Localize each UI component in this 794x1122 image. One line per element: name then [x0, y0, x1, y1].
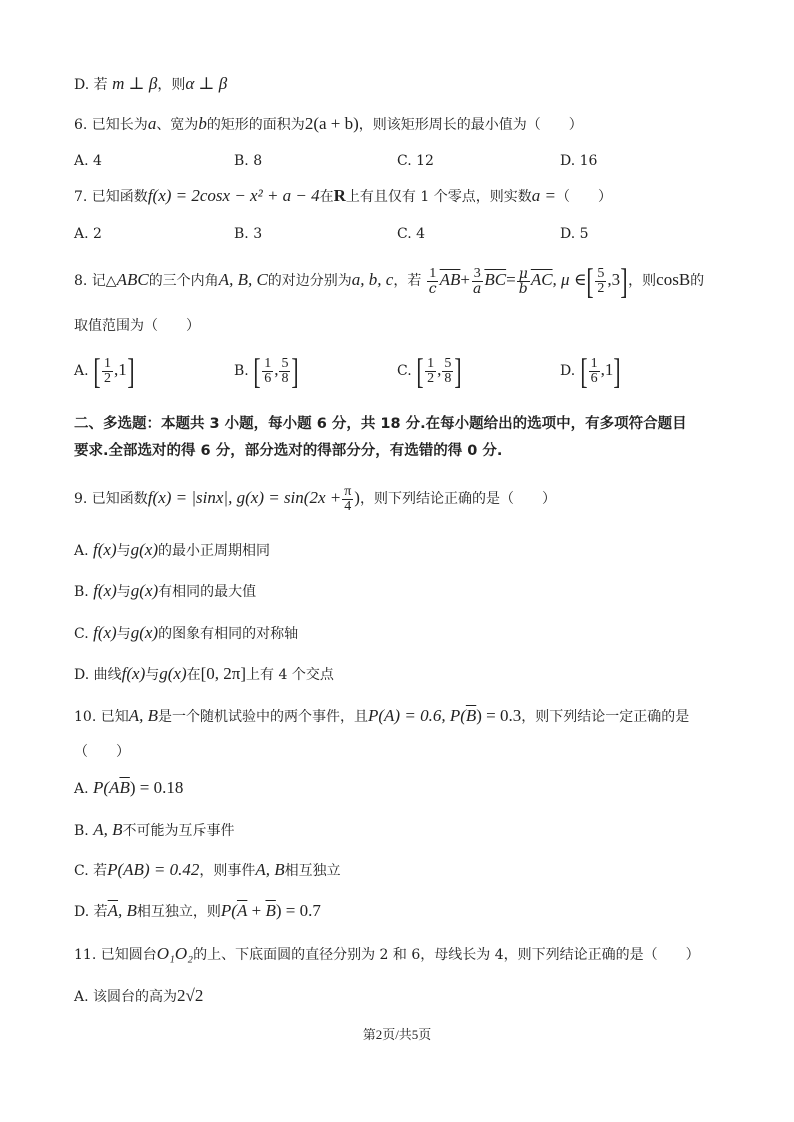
- option-c[interactable]: C. 4: [397, 226, 426, 242]
- math-expr: P(A: [93, 778, 120, 797]
- text: ，若: [393, 273, 422, 289]
- math-expr: ABC: [116, 270, 149, 289]
- text: 的最小正周期相同: [157, 543, 270, 559]
- text: 相互独立: [284, 863, 341, 879]
- numerator: μ: [518, 265, 528, 282]
- q9-option-b[interactable]: [74, 581, 256, 602]
- q9-option-a[interactable]: [74, 540, 270, 561]
- option-a[interactable]: A. 4: [74, 153, 102, 169]
- math-expr: ,1: [600, 360, 614, 379]
- math-expr: $\overline{A}$: [236, 901, 248, 920]
- page-footer: 第2页/共5页: [362, 1027, 432, 1042]
- fraction: [517, 267, 530, 296]
- math-expr: g(x): [159, 664, 187, 683]
- option-label: C. 若: [74, 863, 108, 879]
- denominator: 2: [104, 370, 112, 386]
- math-expr: f(x) = 2cosx − x² + a − 4: [147, 186, 320, 205]
- denominator: 6: [590, 370, 598, 386]
- option-label: B.: [74, 823, 89, 839]
- text: 10. 已知: [74, 709, 129, 725]
- fraction: [427, 267, 439, 296]
- text: 与: [116, 543, 131, 559]
- denominator: 2: [597, 280, 605, 296]
- math-expr: f(x): [93, 540, 117, 559]
- fraction: [442, 357, 453, 386]
- text: 的图象有相同的对称轴: [158, 626, 299, 642]
- text: 是一个随机试验中的两个事件，且: [158, 709, 368, 725]
- math-expr: cosB: [656, 270, 691, 289]
- text: ，则下列结论一定正确的是: [521, 709, 690, 725]
- text: ，则下列结论正确的是（ ）: [359, 491, 556, 507]
- text: 不可能为互斥事件: [122, 823, 235, 839]
- option-d[interactable]: [560, 353, 621, 389]
- text: ，则: [157, 77, 186, 93]
- text: ，则: [628, 273, 657, 289]
- text: 在: [319, 189, 334, 205]
- numerator: 5: [597, 265, 605, 281]
- option-label: A. 该圆台的高为: [74, 989, 178, 1005]
- q10-option-d[interactable]: [74, 901, 321, 922]
- math-expr: ,1: [114, 360, 127, 379]
- question-11: [74, 944, 700, 965]
- bracket-left: [: [580, 351, 588, 391]
- q10-option-c[interactable]: [74, 860, 341, 881]
- option-label: B.: [74, 584, 89, 600]
- option-label: D. 若: [74, 904, 108, 920]
- text: （ ）: [555, 189, 612, 205]
- option-label: D. 若: [74, 77, 108, 93]
- option-label: A.: [74, 543, 89, 559]
- question-8: [74, 260, 704, 301]
- question-6: [74, 114, 583, 135]
- math-expr: $\overline{B}$: [265, 901, 276, 920]
- operator: +: [247, 901, 266, 920]
- question-9: [74, 478, 556, 519]
- math-expr: $\overline{B}$: [119, 778, 130, 797]
- math-expr: m ⊥ β: [112, 74, 158, 93]
- numerator: 3: [473, 265, 481, 281]
- math-expr: 2(a + b): [304, 114, 359, 133]
- text: 、宽为: [156, 117, 199, 133]
- numerator: 1: [104, 355, 112, 371]
- text: 6. 已知长为: [74, 117, 148, 133]
- math-expr: f(x): [121, 664, 146, 683]
- option-d[interactable]: D. 16: [560, 153, 598, 169]
- vector: $\overline{AC}$: [530, 270, 553, 289]
- q10-option-a[interactable]: [74, 778, 183, 799]
- text: ，则该矩形周长的最小值为（ ）: [358, 117, 583, 133]
- bracket-left: [: [253, 351, 261, 391]
- option-label: C.: [397, 363, 412, 379]
- math-expr: A, B: [255, 860, 285, 879]
- fraction: [425, 357, 436, 386]
- vector: $\overline{AB}$: [439, 270, 461, 289]
- option-b[interactable]: B. 8: [234, 153, 263, 169]
- q10-option-b[interactable]: [74, 820, 234, 841]
- math-expr: P(AB) = 0.42: [107, 860, 200, 879]
- option-label: D. 曲线: [74, 667, 122, 683]
- q9-option-c[interactable]: [74, 623, 298, 644]
- math-expr: ) = 0.7: [275, 901, 321, 920]
- text: 在: [186, 667, 201, 683]
- option-a[interactable]: A. 2: [74, 226, 102, 242]
- numerator: π: [344, 483, 352, 499]
- text: 上有 4 个交点: [246, 667, 334, 683]
- option-b[interactable]: B. [ $\frac{1}{6}$ , $\frac{5}{8}$ ]: [234, 351, 300, 391]
- math-expr: a: [147, 114, 157, 133]
- q7-options: [74, 224, 734, 244]
- denominator: 4: [344, 498, 352, 514]
- q11-option-a[interactable]: [74, 986, 203, 1007]
- q6-options: [74, 151, 734, 171]
- math-expr: A, B, C: [218, 270, 268, 289]
- fraction: [262, 357, 273, 386]
- option-c[interactable]: C. 12: [397, 153, 434, 169]
- text: 上有且仅有 1 个零点，则实数: [345, 189, 532, 205]
- option-d[interactable]: D. 5: [560, 226, 589, 242]
- text: 的三个内角: [148, 273, 219, 289]
- bracket-right: ]: [127, 351, 135, 391]
- math-expr: f(x): [93, 623, 117, 642]
- math-expr: [0, 2π]: [200, 664, 247, 683]
- text: 与: [116, 626, 131, 642]
- option-b[interactable]: B. 3: [234, 226, 263, 242]
- text: ，则事件: [199, 863, 256, 879]
- section-heading-line2: 要求.全部选对的得 6 分，部分选对的得部分分，有选错的得 0 分.: [74, 443, 503, 459]
- bracket-left: [: [93, 351, 101, 391]
- q5-option-d: [74, 74, 227, 95]
- q9-option-d[interactable]: [74, 664, 334, 685]
- fraction: [279, 357, 290, 386]
- math-expr: P(A) = 0.6, P(: [368, 706, 466, 725]
- text: 11. 已知圆台: [74, 947, 157, 963]
- text: 的: [690, 273, 705, 289]
- question-10: [74, 706, 689, 727]
- bracket-right: ]: [613, 351, 621, 391]
- answer-parentheses: （ ）: [74, 744, 130, 760]
- numerator: 5: [444, 355, 452, 371]
- numerator: 1: [590, 355, 598, 371]
- text: 与: [145, 667, 160, 683]
- q8-stem-line2: 取值范围为（ ）: [74, 318, 200, 334]
- option-label: D.: [560, 363, 576, 379]
- math-expr: α ⊥ β: [185, 74, 228, 93]
- math-expr: f(x) = |sinx|, g(x) = sin(2x +: [147, 488, 342, 507]
- fraction: [595, 267, 606, 296]
- denominator: c: [428, 280, 437, 297]
- math-expr: ) = 0.18: [129, 778, 184, 797]
- bracket-left: [: [416, 351, 424, 391]
- math-expr: g(x): [130, 540, 158, 559]
- math-expr: P(: [220, 901, 237, 920]
- math-expr: a =: [531, 186, 556, 205]
- math-expr: $\overline{A}$: [107, 901, 119, 920]
- math-expr: ): [354, 488, 360, 507]
- text: 的矩形的面积为: [206, 117, 305, 133]
- math-expr: R: [333, 186, 346, 205]
- question-7: [74, 186, 612, 207]
- text: 有相同的最大值: [158, 584, 257, 600]
- math-expr: $\overline{B}$: [465, 706, 477, 725]
- math-expr: ) = 0.3: [476, 706, 522, 725]
- denominator: b: [518, 280, 528, 297]
- q8-options: [74, 350, 734, 392]
- math-expr: A, B: [93, 820, 123, 839]
- math-expr: b: [198, 114, 207, 133]
- denominator: 6: [264, 370, 272, 386]
- option-label: B.: [234, 363, 249, 379]
- math-expr: a, b, c: [351, 270, 394, 289]
- option-c[interactable]: C. [ $\frac{1}{2}$ , $\frac{5}{8}$ ]: [397, 351, 462, 391]
- text: 7. 已知函数: [74, 189, 148, 205]
- math-expr: O₁O₂: [156, 944, 194, 963]
- text: 与: [116, 584, 131, 600]
- math-expr: A, B: [128, 706, 158, 725]
- operator: =: [506, 270, 516, 289]
- text: 8. 记△: [74, 273, 117, 289]
- fraction: [589, 357, 600, 386]
- math-expr: , μ ∈: [552, 270, 587, 289]
- math-expr: , B: [118, 901, 137, 920]
- text: 相互独立，则: [136, 904, 221, 920]
- vector: $\overline{BC}$: [484, 270, 507, 289]
- numerator: 1: [264, 355, 272, 371]
- operator: +: [460, 270, 471, 289]
- math-expr: g(x): [130, 623, 159, 642]
- section-heading: 二、多选题：本题共 3 小题，每小题 6 分，共 18 分.在每小题给出的选项中，有多项符合题目: [74, 416, 687, 432]
- math-expr: ,3: [607, 270, 621, 289]
- numerator: 5: [281, 355, 289, 371]
- math-expr: g(x): [130, 581, 159, 600]
- option-label: A.: [74, 363, 89, 379]
- text: 9. 已知函数: [74, 491, 148, 507]
- fraction: [471, 267, 483, 296]
- fraction: [342, 485, 353, 514]
- math-expr: 2√2: [177, 986, 204, 1005]
- option-label: C.: [74, 626, 89, 642]
- denominator: 8: [444, 370, 452, 386]
- math-expr: f(x): [93, 581, 117, 600]
- bracket-right: ]: [291, 351, 300, 391]
- option-label: A.: [74, 781, 89, 797]
- denominator: 2: [427, 370, 435, 386]
- numerator: 1: [427, 355, 435, 371]
- text: 的对边分别为: [267, 273, 352, 289]
- bracket-right: ]: [620, 261, 628, 301]
- text: 的上、下底面圆的直径分别为 2 和 6，母线长为 4，则下列结论正确的是（ ）: [193, 947, 700, 963]
- denominator: 8: [281, 370, 289, 386]
- bracket-right: ]: [454, 351, 462, 391]
- bracket-left: [: [586, 261, 595, 301]
- option-a[interactable]: [74, 353, 135, 389]
- denominator: a: [473, 280, 482, 297]
- fraction: [102, 357, 113, 386]
- numerator: 1: [429, 265, 437, 281]
